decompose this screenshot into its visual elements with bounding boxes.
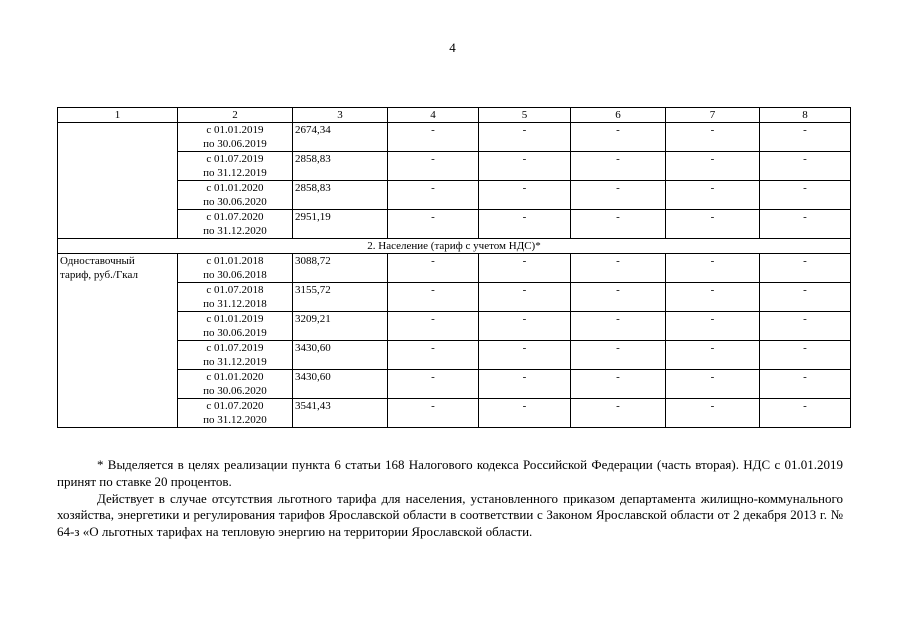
column-number: 7 [666,108,760,123]
section-title: 2. Население (тариф с учетом НДС)* [58,239,851,254]
line: с 01.07.2020 [206,400,264,412]
empty-value: - [571,254,666,283]
empty-value: - [571,152,666,181]
tariff-type-cell [58,254,178,428]
empty-value: - [666,370,760,399]
period-cell [178,370,293,399]
line: по 31.12.2019 [203,167,267,179]
tariff-value: 2858,83 [293,181,388,210]
empty-value: - [388,341,479,370]
tariff-value: 3088,72 [293,254,388,283]
table-row [58,123,851,152]
line: тариф, руб./Гкал [60,269,138,281]
empty-value: - [571,312,666,341]
table-row [58,254,851,283]
empty-value: - [760,123,851,152]
period-cell [178,210,293,239]
column-number: 5 [479,108,571,123]
line: с 01.01.2019 [206,124,264,136]
line: с 01.01.2018 [206,255,264,267]
column-number: 3 [293,108,388,123]
empty-value: - [388,312,479,341]
empty-value: - [479,399,571,428]
empty-value: - [666,312,760,341]
empty-value: - [388,123,479,152]
period-cell [178,254,293,283]
empty-value: - [388,210,479,239]
empty-value: - [571,370,666,399]
line: с 01.01.2020 [206,182,264,194]
applicability-note: Действует в случае отсутствия льготного тарифа для населения, установленного приказом департамента жилищно-коммунального хозяйства, энергетики и регулирования тарифов Ярославской области в соответствии с Законом Ярославской области от 2 декабря 2013 г. № 64-з «О льготных тарифах на тепловую энергию на территории Ярославской области. [57,490,843,540]
empty-value: - [666,341,760,370]
line: с 01.07.2020 [206,211,264,223]
period-cell [178,181,293,210]
empty-value: - [760,341,851,370]
empty-value: - [760,399,851,428]
line: по 30.06.2018 [203,269,267,281]
line: по 31.12.2020 [203,225,267,237]
empty-value: - [760,312,851,341]
footnotes [57,457,843,541]
empty-value: - [388,181,479,210]
empty-value: - [479,254,571,283]
table-body [58,108,851,428]
line: с 01.01.2019 [206,313,264,325]
tariff-value: 2858,83 [293,152,388,181]
line: по 31.12.2020 [203,414,267,426]
tariff-value: 3430,60 [293,341,388,370]
column-number: 1 [58,108,178,123]
period-cell [178,283,293,312]
empty-value: - [760,283,851,312]
column-number: 6 [571,108,666,123]
empty-value: - [479,123,571,152]
line: по 30.06.2020 [203,196,267,208]
section-row [58,239,851,254]
line: Одноставочный [60,255,135,267]
empty-value: - [666,399,760,428]
column-number: 4 [388,108,479,123]
empty-value: - [571,399,666,428]
line: по 30.06.2019 [203,327,267,339]
tariff-value: 3430,60 [293,370,388,399]
blank-category-cell [58,123,178,239]
empty-value: - [571,341,666,370]
period-cell [178,399,293,428]
tariff-table [57,107,851,428]
period-cell [178,312,293,341]
vat-footnote: * Выделяется в целях реализации пункта 6 статьи 168 Налогового кодекса Российской Федерации (часть вторая). НДС с 01.01.2019 принят по ставке 20 процентов. [57,457,843,489]
empty-value: - [479,210,571,239]
empty-value: - [479,152,571,181]
tariff-value: 3541,43 [293,399,388,428]
empty-value: - [666,123,760,152]
tariff-value: 2951,19 [293,210,388,239]
empty-value: - [666,210,760,239]
empty-value: - [666,181,760,210]
empty-value: - [571,283,666,312]
empty-value: - [571,181,666,210]
tariff-value: 3209,21 [293,312,388,341]
empty-value: - [388,370,479,399]
empty-value: - [479,312,571,341]
empty-value: - [760,181,851,210]
tariff-value: 3155,72 [293,283,388,312]
empty-value: - [666,283,760,312]
empty-value: - [479,370,571,399]
empty-value: - [479,181,571,210]
period-cell [178,152,293,181]
empty-value: - [388,152,479,181]
line: по 30.06.2020 [203,385,267,397]
empty-value: - [571,123,666,152]
line: по 30.06.2019 [203,138,267,150]
empty-value: - [760,152,851,181]
period-cell [178,341,293,370]
empty-value: - [388,254,479,283]
line: по 31.12.2018 [203,298,267,310]
line: с 01.07.2019 [206,153,264,165]
empty-value: - [666,254,760,283]
line: с 01.01.2020 [206,371,264,383]
table-header-row [58,108,851,123]
empty-value: - [571,210,666,239]
line: с 01.07.2019 [206,342,264,354]
column-number: 2 [178,108,293,123]
column-number: 8 [760,108,851,123]
empty-value: - [388,283,479,312]
line: с 01.07.2018 [206,284,264,296]
empty-value: - [760,210,851,239]
tariff-value: 2674,34 [293,123,388,152]
line: по 31.12.2019 [203,356,267,368]
page-number: 4 [449,40,456,55]
period-cell [178,123,293,152]
empty-value: - [479,341,571,370]
empty-value: - [760,370,851,399]
empty-value: - [388,399,479,428]
empty-value: - [760,254,851,283]
empty-value: - [666,152,760,181]
empty-value: - [479,283,571,312]
